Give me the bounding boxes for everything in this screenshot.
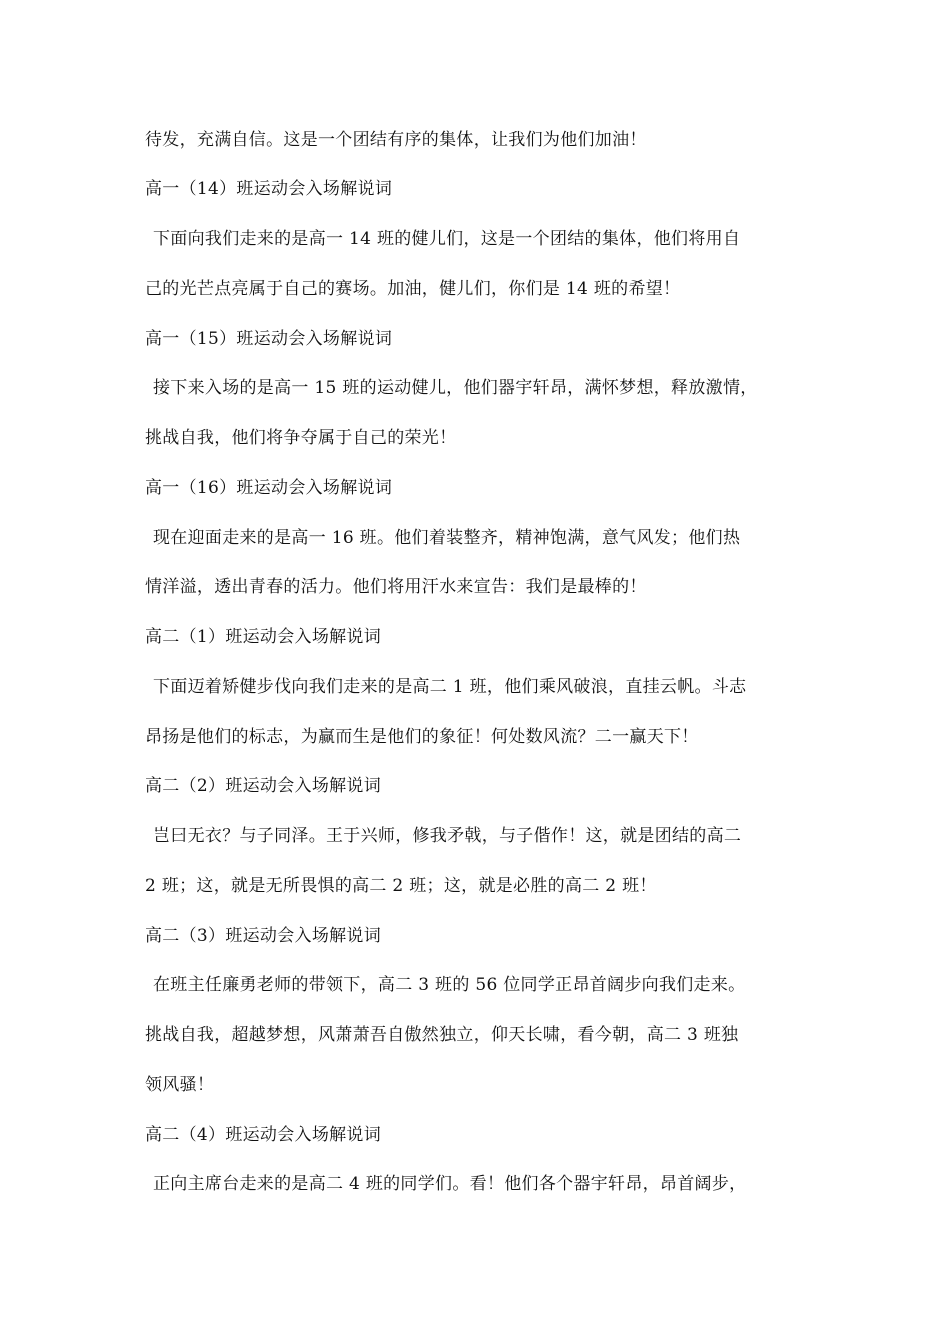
paragraph-line: 领风骚！: [145, 1075, 215, 1095]
paragraph-line: 情洋溢，透出青春的活力。他们将用汗水来宣告：我们是最棒的！: [145, 577, 647, 597]
section-heading: 高二（2）班运动会入场解说词: [145, 776, 382, 796]
paragraph-line: 己的光芒点亮属于自己的赛场。加油，健儿们，你们是 14 班的希望！: [145, 279, 681, 299]
paragraph-line: 正向主席台走来的是高二 4 班的同学们。看！他们各个器宇轩昂，昂首阔步，: [153, 1174, 747, 1194]
paragraph-line: 下面向我们走来的是高一 14 班的健儿们，这是一个团结的集体，他们将用自: [153, 229, 741, 249]
section-heading: 高二（1）班运动会入场解说词: [145, 627, 382, 647]
paragraph-line: 现在迎面走来的是高一 16 班。他们着装整齐，精神饱满，意气风发；他们热: [153, 528, 741, 548]
paragraph-line: 挑战自我，他们将争夺属于自己的荣光！: [145, 428, 457, 448]
section-heading: 高二（3）班运动会入场解说词: [145, 926, 382, 946]
section-heading: 高一（14）班运动会入场解说词: [145, 179, 393, 199]
section-heading: 高一（15）班运动会入场解说词: [145, 329, 393, 349]
paragraph-line: 昂扬是他们的标志，为赢而生是他们的象征！何处数风流？二一赢天下！: [145, 727, 699, 747]
paragraph-line: 在班主任廉勇老师的带领下，高二 3 班的 56 位同学正昂首阔步向我们走来。: [153, 975, 746, 995]
paragraph-line: 待发，充满自信。这是一个团结有序的集体，让我们为他们加油！: [145, 130, 647, 150]
section-heading: 高一（16）班运动会入场解说词: [145, 478, 393, 498]
paragraph-line: 下面迈着矫健步伐向我们走来的是高二 1 班，他们乘风破浪，直挂云帆。斗志: [153, 677, 747, 697]
paragraph-line: 2 班；这，就是无所畏惧的高二 2 班；这，就是必胜的高二 2 班！: [145, 876, 657, 896]
paragraph-line: 接下来入场的是高一 15 班的运动健儿，他们器宇轩昂，满怀梦想，释放激情，: [153, 378, 758, 398]
paragraph-line: 岂曰无衣？与子同泽。王于兴师，修我矛戟，与子偕作！这，就是团结的高二: [153, 826, 742, 846]
paragraph-line: 挑战自我，超越梦想，风萧萧吾自傲然独立，仰天长啸，看今朝，高二 3 班独: [145, 1025, 739, 1045]
section-heading: 高二（4）班运动会入场解说词: [145, 1125, 382, 1145]
